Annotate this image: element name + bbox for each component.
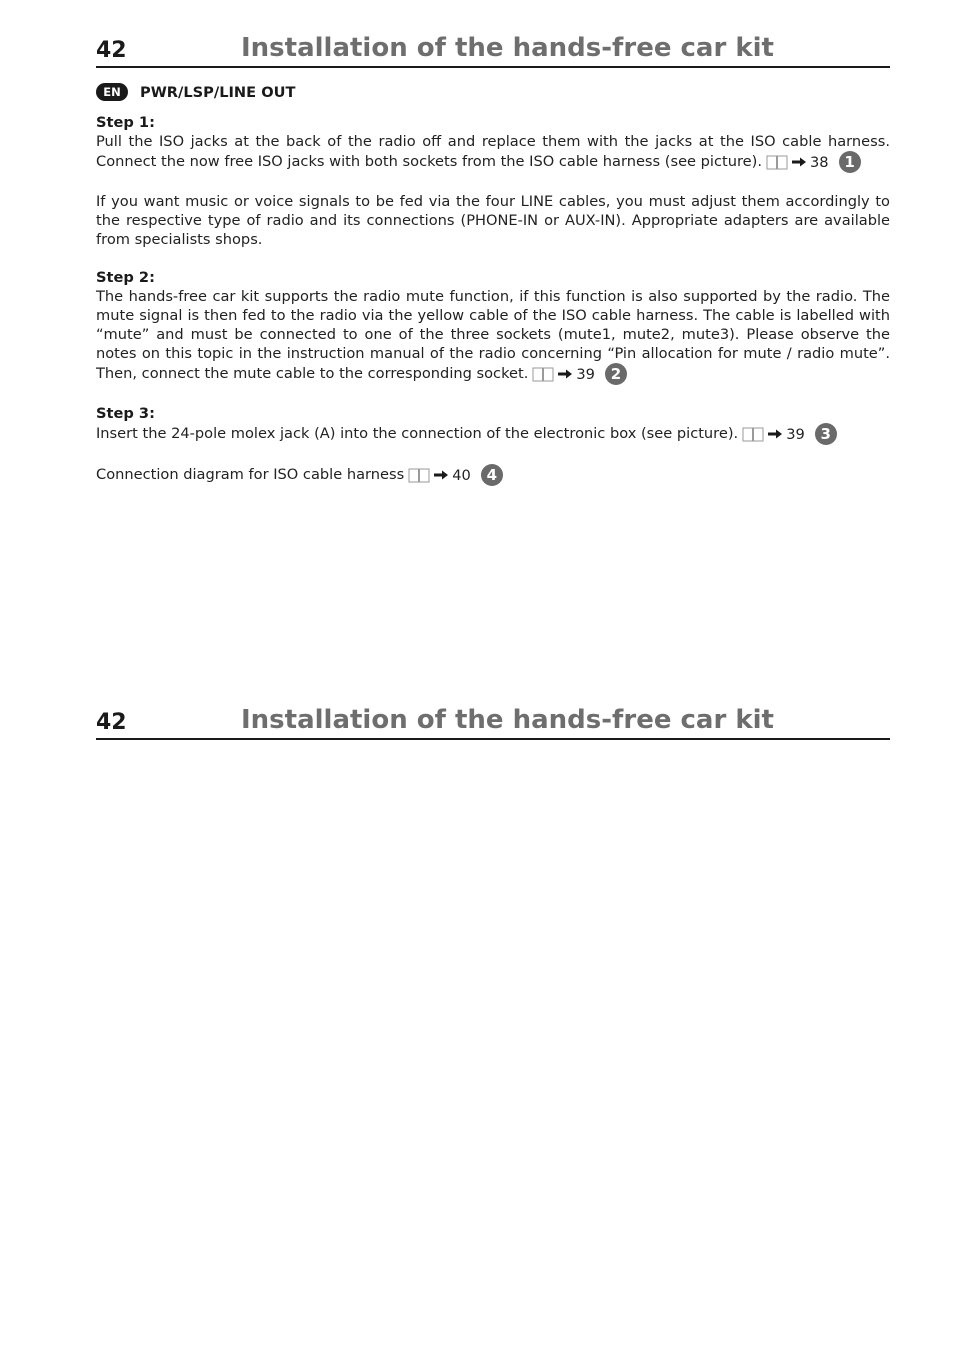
language-badge: EN (96, 83, 128, 101)
book-icon (766, 155, 788, 170)
callout-number: 3 (815, 423, 837, 445)
step1-text (96, 132, 890, 173)
page-header (96, 28, 890, 68)
callout-number: 1 (839, 151, 861, 173)
repeated-page-header (96, 700, 890, 740)
reference-page: 40 (452, 466, 471, 484)
step1-body: Pull the ISO jacks at the back of the radio off and replace them with the jacks at the ISO cable harness. Connect the now free ISO jacks with both sockets from the ISO cable harness (see picture). (96, 133, 890, 170)
step3-text (96, 423, 890, 445)
reference-page: 39 (786, 425, 805, 443)
page-title: Installation of the hands-free car kit (241, 705, 774, 735)
callout-number: 2 (605, 363, 627, 385)
section-heading (96, 82, 890, 102)
step3-label: Step 3: (96, 405, 155, 422)
step2-label: Step 2: (96, 269, 155, 286)
diagram-reference (408, 464, 503, 486)
step2-text (96, 287, 890, 385)
page-content (96, 82, 890, 486)
arrow-right-icon (768, 429, 782, 439)
reference-page: 39 (576, 365, 595, 383)
step3-reference (742, 423, 837, 445)
arrow-right-icon (558, 369, 572, 379)
line-cables-note: If you want music or voice signals to be fed via the four LINE cables, you must adjust them accordingly to the respective type of radio and its connections (PHONE-IN or AUX-IN). Appropriate adapters are available from specialists shops. (96, 193, 890, 248)
arrow-right-icon (792, 157, 806, 167)
arrow-right-icon (434, 470, 448, 480)
step3-body: Insert the 24-pole molex jack (A) into the connection of the electronic box (see picture). (96, 425, 739, 442)
callout-number: 4 (481, 464, 503, 486)
book-icon (742, 427, 764, 442)
step2-body: The hands-free car kit supports the radio mute function, if this function is also supported by the radio. The mute signal is then fed to the radio via the yellow cable of the ISO cable harness. The cable is labelled with “mute” and must be connected to one of the three sockets (mute1, mute2, mute3). Please observe the notes on this topic in the instruction manual of the radio concerning “Pin allocation for mute / radio mute”. Then, connect the mute cable to the corresponding socket. (96, 288, 890, 382)
step1-block (96, 113, 890, 173)
diagram-note-text: Connection diagram for ISO cable harness (96, 466, 405, 483)
step1-label: Step 1: (96, 114, 155, 131)
page-number: 42 (96, 710, 127, 735)
reference-page: 38 (809, 153, 829, 171)
page-title: Installation of the hands-free car kit (241, 33, 774, 63)
step2-block (96, 268, 890, 385)
book-icon (532, 367, 554, 382)
section-title: PWR/LSP/LINE OUT (140, 83, 296, 101)
diagram-note (96, 464, 890, 486)
page-number: 42 (96, 38, 127, 63)
book-icon (408, 468, 430, 483)
step2-reference (532, 363, 627, 385)
step1-reference (766, 151, 861, 173)
step3-block (96, 404, 890, 445)
